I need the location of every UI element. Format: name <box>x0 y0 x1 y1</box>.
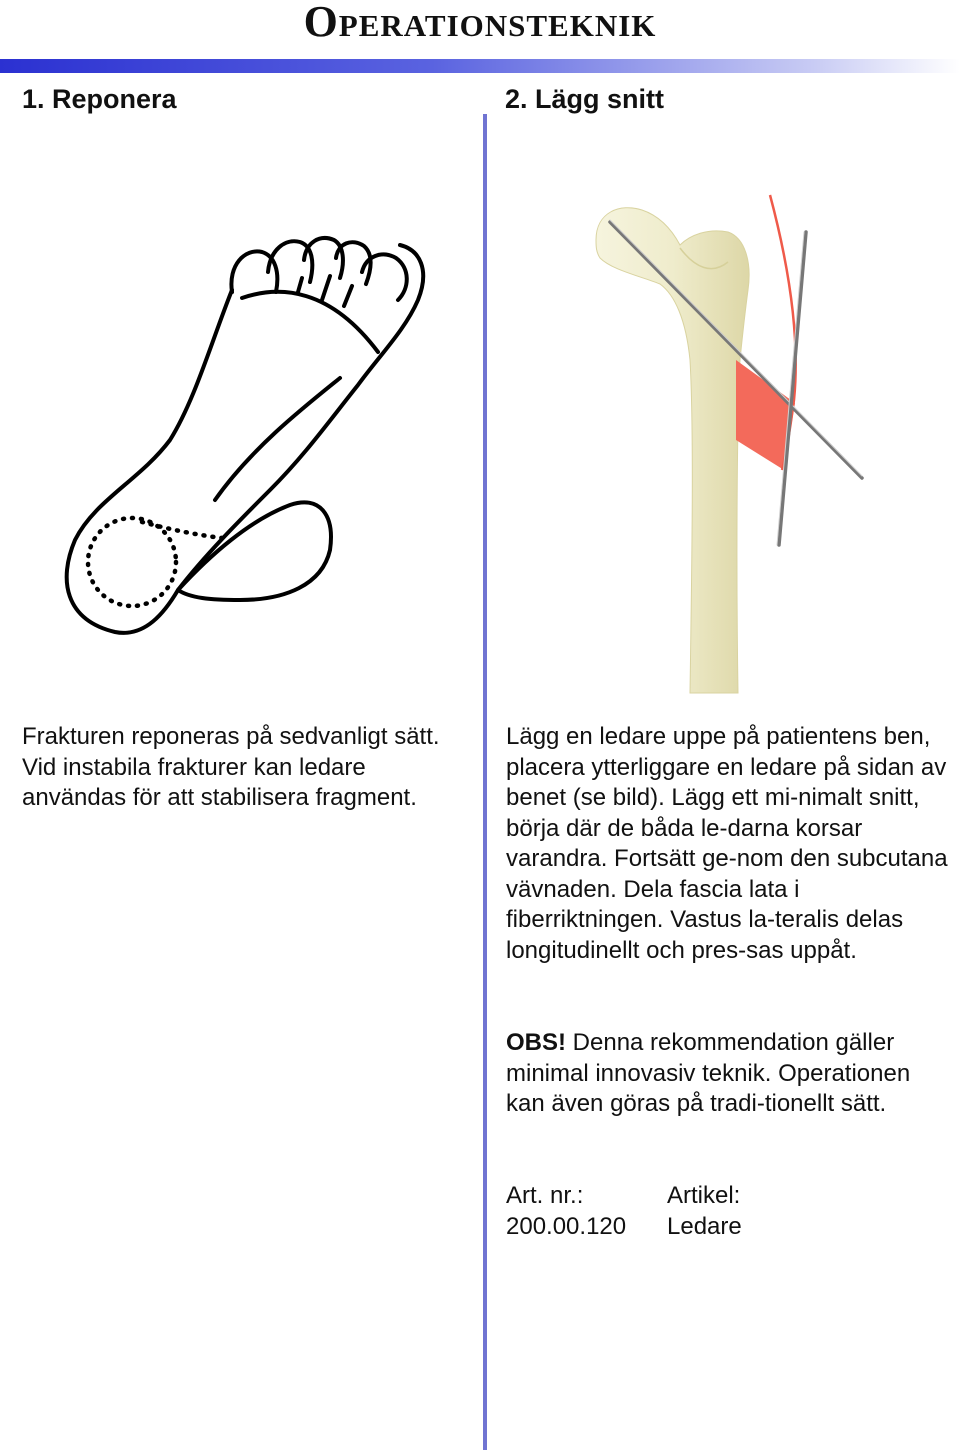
step1-heading: 1. Reponera <box>22 84 177 114</box>
step2-description: Lägg en ledare uppe på patientens ben, placera ytterliggare en ledare på sidan av benet (se bild). Lägg ett mi-nimalt snitt, börja där de båda le-darna korsar varandra. Fortsätt ge-nom den subcutana vävnaden. Dela fascia lata i fiberriktningen. Vastus la-teralis delas longitudinellt och pres-sas uppåt. <box>506 723 948 964</box>
obs-note <box>506 1028 951 1120</box>
article-name-header: Artikel: <box>667 1182 741 1209</box>
article-number: 200.00.120 <box>506 1212 627 1240</box>
article-number-header: Art. nr.: <box>506 1182 584 1209</box>
page-title: Operationsteknik <box>303 0 657 46</box>
guide-wire-side <box>779 232 806 545</box>
step2-heading: 2. Lägg snitt <box>505 84 665 114</box>
obs-text: Denna rekommendation gäller minimal innovasiv teknik. Operationen kan även göras på tradi-tionellt sätt. <box>506 1029 911 1117</box>
article-header-row <box>506 1181 742 1212</box>
column-divider <box>483 114 487 1450</box>
article-table <box>506 1181 742 1242</box>
step1-description: Frakturen reponeras på sedvanligt sätt. Vid instabila frakturer kan ledare användas för att stabilisera fragment. <box>22 723 440 811</box>
title-underline-bar <box>0 59 960 73</box>
obs-label: OBS! <box>506 1029 566 1056</box>
femur-bone <box>596 208 749 693</box>
foot-reduction-illustration <box>55 230 435 650</box>
femur-guidewire-illustration <box>585 190 875 695</box>
table-row <box>506 1212 742 1243</box>
article-name: Ledare <box>667 1212 742 1240</box>
